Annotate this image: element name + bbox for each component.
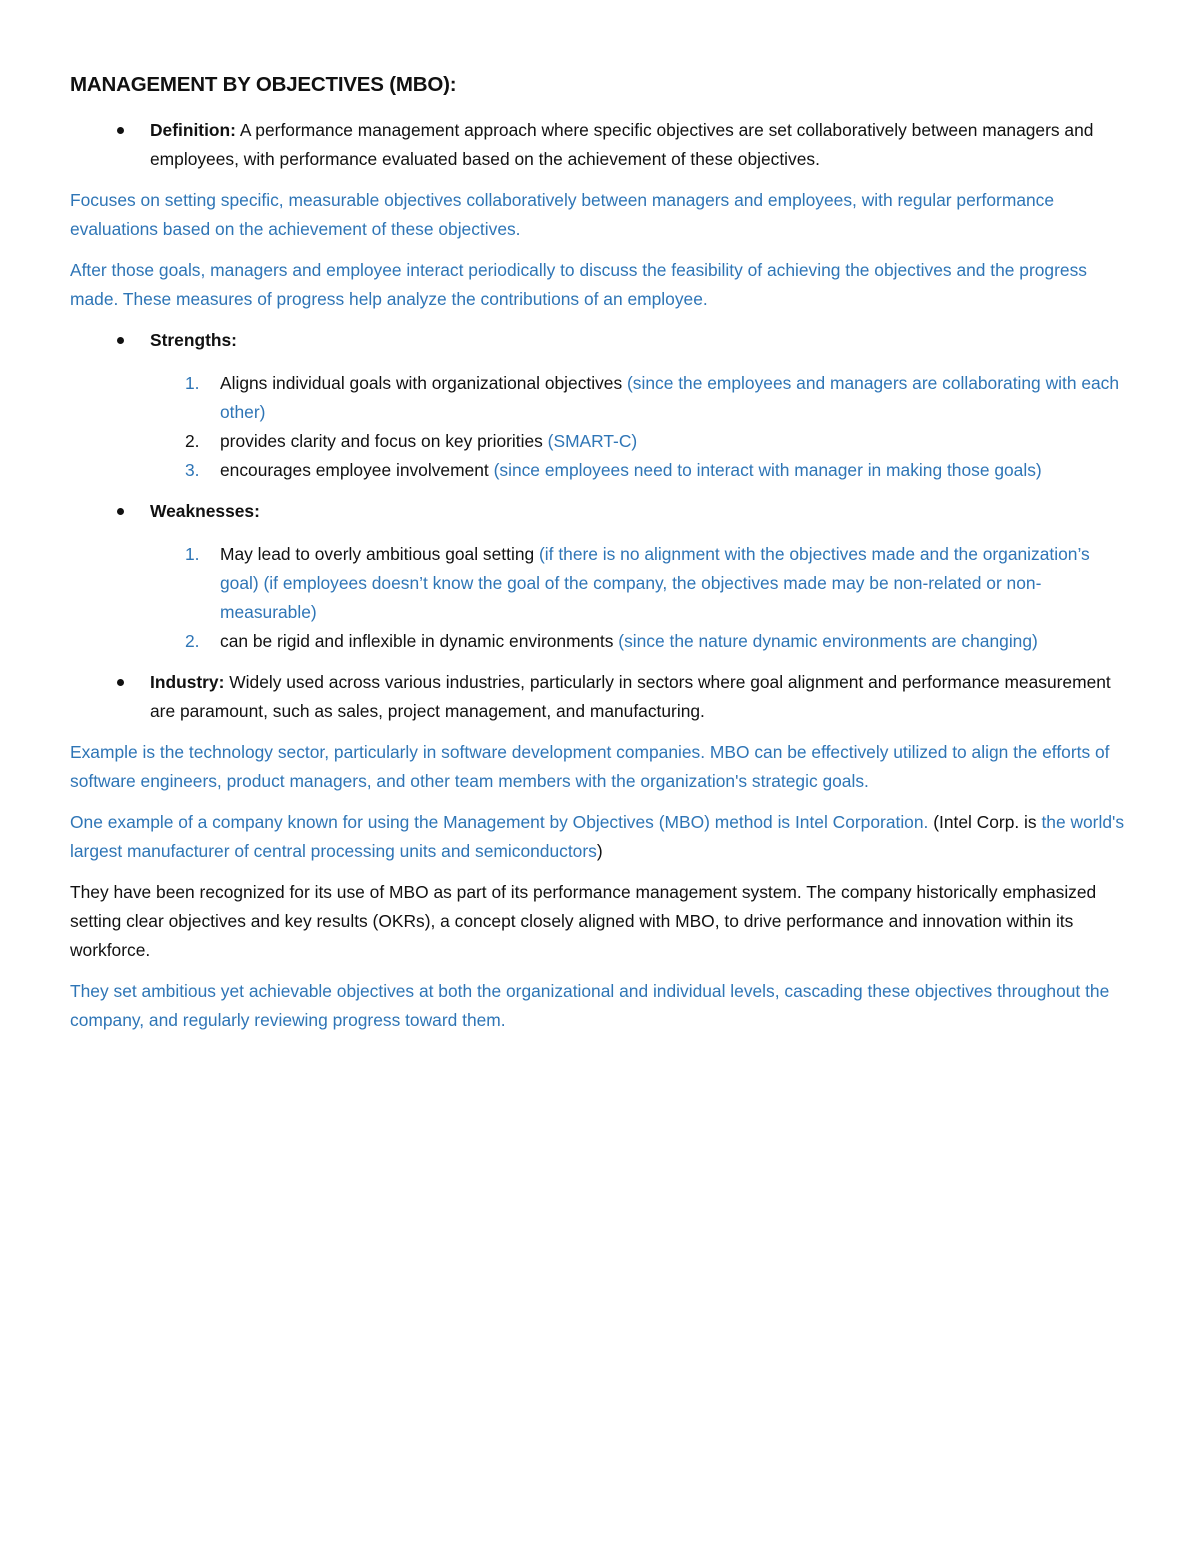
industry-item [70,668,1130,726]
list-item-text: provides clarity and focus on key priorities [220,431,548,451]
recognized-paragraph: They have been recognized for its use of MBO as part of its performance management system. The company historically emphasized setting clear objectives and key results (OKRs), a concept closely aligned with MBO, to drive performance and innovation within its workforce. [70,882,1097,960]
weaknesses-list [70,497,1130,656]
list-item-note: (since the nature dynamic environments are changing) [618,631,1038,651]
industry-label: Industry: [150,672,225,692]
list-item-text: Aligns individual goals with organizational objectives [220,373,627,393]
definition-label: Definition: [150,120,236,140]
focus-paragraph: Focuses on setting specific, measurable objectives collaboratively between managers and employees, with regular performance evaluations based on the achievement of these objectives. [70,190,1055,239]
strengths-label: Strengths: [150,330,237,350]
list-number: 2. [185,631,200,651]
list-item [70,540,1130,627]
industry-list [70,668,1130,726]
list-number: 2. [185,431,200,451]
list-item [70,369,1130,427]
strengths-numbered-list [70,369,1130,485]
list-item-note: (SMART-C) [547,431,638,451]
bullet-icon [117,679,124,686]
ambitious-paragraph: They set ambitious yet achievable objectives at both the organizational and individual levels, cascading these objectives throughout the company, and regularly reviewing progress toward them. [70,981,1110,1030]
bullet-icon [117,127,124,134]
list-item-note: (since employees need to interact with manager in making those goals) [493,460,1042,480]
definition-list [70,116,1130,174]
list-item [70,456,1130,485]
bullet-icon [117,508,124,515]
weaknesses-item [70,497,1130,656]
after-goals-paragraph: After those goals, managers and employee interact periodically to discuss the feasibility of achieving the objectives and the progress made. These measures of progress help analyze the contributions of an employee. [70,260,1087,309]
list-item-note: (if there is no alignment with the objectives made and the organization’s goal) (if employees doesn’t know the goal of the company, the objectives made may be non-related or non-measurable) [220,544,1090,622]
list-item [70,427,1130,456]
list-item-text: encourages employee involvement [220,460,494,480]
list-number: 3. [185,460,200,480]
intel-text-b: (Intel Corp. is [928,812,1042,832]
definition-item [70,116,1130,174]
list-item-note: (since the employees and managers are collaborating with each other) [220,373,1120,422]
weaknesses-numbered-list [70,540,1130,656]
strengths-list [70,326,1130,485]
bullet-icon [117,337,124,344]
example-paragraph: Example is the technology sector, particularly in software development companies. MBO can be effectively utilized to align the efforts of software engineers, product managers, and other team members with the organization's strategic goals. [70,742,1110,791]
definition-text: A performance management approach where specific objectives are set collaboratively between managers and employees, with performance evaluated based on the achievement of these objectives. [150,120,1094,169]
list-number: 1. [185,373,200,393]
list-item-text: can be rigid and inflexible in dynamic environments [220,631,619,651]
weaknesses-label: Weaknesses: [150,501,260,521]
intel-text-d: ) [596,841,603,861]
intel-text-a: One example of a company known for using the Management by Objectives (MBO) method is Intel Corporation. [70,812,929,832]
industry-text: Widely used across various industries, particularly in sectors where goal alignment and performance measurement are paramount, such as sales, project management, and manufacturing. [150,672,1111,721]
list-item [70,627,1130,656]
strengths-item [70,326,1130,485]
list-number: 1. [185,544,200,564]
list-item-text: May lead to overly ambitious goal setting [220,544,539,564]
intel-text-c: the world's largest manufacturer of central processing units and semiconductors [70,812,1125,861]
page-title: MANAGEMENT BY OBJECTIVES (MBO): [70,73,457,96]
intel-paragraph [70,808,1130,866]
